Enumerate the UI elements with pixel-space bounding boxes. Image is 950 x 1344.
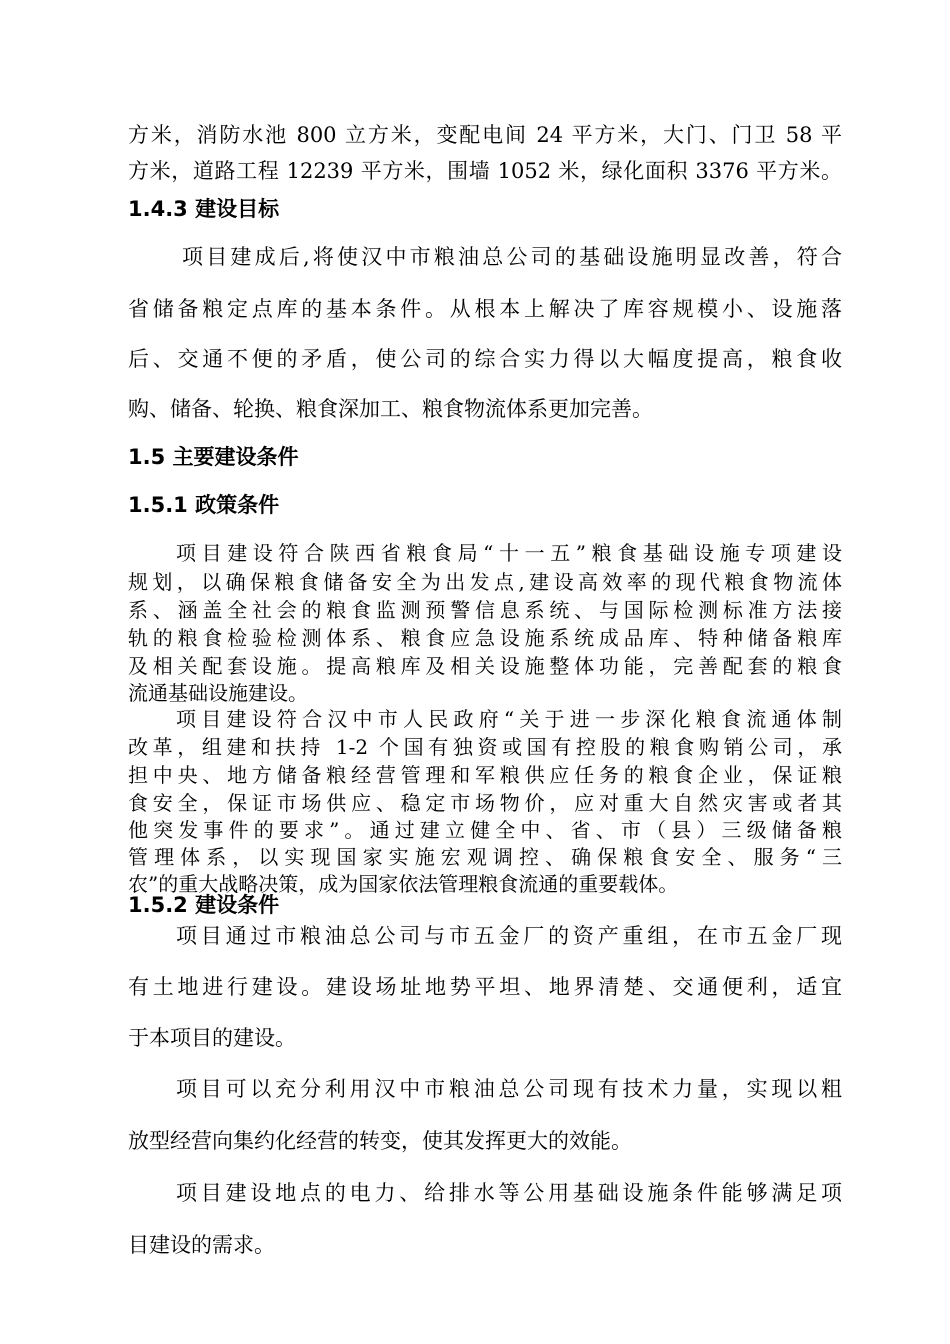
section-heading-1-5-2: 1.5.2 建设条件 <box>128 893 280 917</box>
paragraph-line: 及相关配套设施。提高粮库及相关设施整体功能，完善配套的粮食 <box>128 654 842 678</box>
paragraph-line: 项目通过市粮油总公司与市五金厂的资产重组，在市五金厂现 <box>176 924 842 948</box>
paragraph-line: 食安全，保证市场供应、稳定市场物价，应对重大自然灾害或者其 <box>128 791 842 815</box>
paragraph-line: 省储备粮定点库的基本条件。从根本上解决了库容规模小、设施落 <box>128 297 842 321</box>
paragraph-line: 管理体系，以实现国家实施宏观调控、确保粮食安全、服务“三 <box>128 845 842 869</box>
paragraph-line: 后、交通不便的矛盾，使公司的综合实力得以大幅度提高，粮食收 <box>128 347 842 371</box>
section-heading-1-5: 1.5 主要建设条件 <box>128 445 299 469</box>
paragraph-line: 轨的粮食检验检测体系、粮食应急设施系统成品库、特种储备粮库 <box>128 626 842 650</box>
paragraph-line: 目建设的需求。 <box>128 1233 275 1257</box>
paragraph-line: 担中央、地方储备粮经营管理和军粮供应任务的粮食企业，保证粮 <box>128 763 842 787</box>
paragraph-line: 农”的重大战略决策，成为国家依法管理粮食流通的重要载体。 <box>128 872 679 896</box>
paragraph-line: 放型经营向集约化经营的转变，使其发挥更大的效能。 <box>128 1129 632 1153</box>
section-heading-1-5-1: 1.5.1 政策条件 <box>128 493 280 517</box>
paragraph-line: 项目建成后,将使汉中市粮油总公司的基础设施明显改善，符合 <box>182 245 842 269</box>
intro-line: 方米，道路工程 12239 平方米，围墙 1052 米，绿化面积 3376 平方米。 <box>128 159 842 183</box>
paragraph-line: 购、储备、轮换、粮食深加工、粮食物流体系更加完善。 <box>128 397 653 421</box>
paragraph-line: 有土地进行建设。建设场址地势平坦、地界清楚、交通便利，适宜 <box>128 975 842 999</box>
paragraph-line: 项目建设符合汉中市人民政府“关于进一步深化粮食流通体制 <box>176 707 842 731</box>
paragraph-line: 规划，以确保粮食储备安全为出发点,建设高效率的现代粮食物流体 <box>128 570 842 594</box>
paragraph-line: 项目建设符合陕西省粮食局“十一五”粮食基础设施专项建设 <box>176 541 842 565</box>
paragraph-line: 他突发事件的要求”。通过建立健全中、省、市（县）三级储备粮 <box>128 818 842 842</box>
paragraph-line: 流通基础设施建设。 <box>128 681 308 705</box>
paragraph-line: 改革，组建和扶持 1-2 个国有独资或国有控股的粮食购销公司，承 <box>128 735 842 759</box>
intro-line: 方米，消防水池 800 立方米，变配电间 24 平方米，大门、门卫 58 平 <box>128 123 842 147</box>
paragraph-line: 系、涵盖全社会的粮食监测预警信息系统、与国际检测标准方法接 <box>128 598 842 622</box>
paragraph-line: 项目可以充分利用汉中市粮油总公司现有技术力量，实现以粗 <box>176 1077 842 1101</box>
paragraph-line: 项目建设地点的电力、给排水等公用基础设施条件能够满足项 <box>176 1181 842 1205</box>
section-heading-1-4-3: 1.4.3 建设目标 <box>128 197 280 221</box>
paragraph-line: 于本项目的建设。 <box>128 1026 296 1050</box>
